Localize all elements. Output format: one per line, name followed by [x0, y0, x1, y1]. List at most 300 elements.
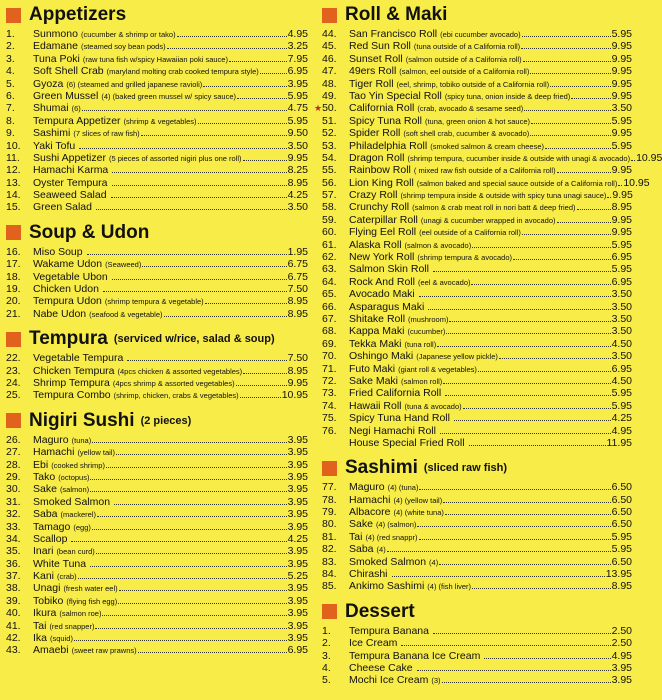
item-number-text: 52. [322, 127, 337, 140]
menu-item [6, 558, 308, 570]
item-number [6, 644, 33, 656]
dot-leader [443, 495, 610, 503]
item-price: 8.25 [287, 164, 308, 177]
item-number [322, 40, 349, 52]
item-price: 2.50 [611, 624, 632, 637]
dot-leader [114, 497, 287, 505]
dot-leader [439, 557, 610, 565]
item-description: (4) (yellow tail) [393, 495, 443, 505]
item-number-text: 61. [322, 238, 337, 251]
dot-leader [531, 116, 611, 124]
dot-leader [524, 103, 610, 111]
menu-item [6, 459, 308, 471]
item-description: (yellow tail) [77, 448, 115, 458]
menu-item [6, 508, 308, 520]
item-number [322, 375, 349, 387]
item-price: 6.95 [287, 65, 308, 78]
item-number [6, 28, 33, 40]
dot-leader [445, 388, 610, 396]
item-number-text: 66. [322, 300, 337, 313]
item-number-text: 69. [322, 337, 337, 350]
item-description: (egg) [73, 522, 91, 532]
item-number [322, 53, 349, 65]
dot-leader [521, 41, 610, 49]
item-description: (salmon roll) [401, 376, 443, 386]
menu-item [322, 325, 632, 337]
item-name: Avocado Maki [349, 288, 415, 301]
item-name: Hamachi [349, 493, 391, 506]
item-price: 6.50 [611, 481, 632, 494]
item-number [322, 400, 349, 412]
item-number-text: 45. [322, 40, 337, 53]
item-name: Rainbow Roll [349, 164, 411, 177]
item-number-text: 32. [6, 508, 21, 521]
item-number-text: 15. [6, 201, 21, 214]
item-price: 9.95 [611, 164, 632, 177]
dot-leader [472, 581, 611, 589]
item-number-text: 75. [322, 412, 337, 425]
menu-item [6, 90, 308, 102]
item-number-text: 4. [322, 661, 331, 674]
section-title: Soup & Udon [29, 221, 150, 243]
item-number [6, 558, 33, 570]
item-price: 5.95 [611, 263, 632, 276]
item-price: 9.95 [611, 127, 632, 140]
item-description: (4) (tuna) [387, 483, 419, 493]
dot-leader [577, 202, 611, 210]
menu-item [6, 446, 308, 458]
dot-leader [177, 29, 287, 37]
dot-leader [102, 608, 286, 616]
item-number [6, 545, 33, 557]
item-price: 9.95 [611, 226, 632, 239]
item-name: Yaki Tofu [33, 139, 76, 152]
item-description: (steamed soy bean pods) [80, 42, 166, 52]
item-description: (shrimp tempura, cucumber inside & outside with unagi & avocado) [407, 153, 631, 163]
item-description: (eel, shrimp, tobiko outside of a California roll) [396, 79, 550, 89]
item-name: Alaska Roll [349, 238, 402, 251]
menu-item [6, 607, 308, 619]
item-name: Sunset Roll [349, 52, 403, 65]
item-price: 5.95 [611, 28, 632, 40]
section-subtitle: (sliced raw fish) [423, 462, 508, 475]
item-description: (shrimp & vegetables) [123, 116, 197, 126]
menu-column-left [6, 0, 308, 663]
item-name: Gyoza [33, 77, 64, 90]
item-name: Rock And Roll [349, 275, 415, 288]
dot-leader [607, 190, 611, 198]
item-name: Sake Maki [349, 374, 399, 387]
item-name: Philadelphia Roll [349, 139, 428, 152]
item-number-text: 33. [6, 520, 21, 533]
menu-item [322, 531, 632, 543]
item-price: 5.95 [611, 387, 632, 400]
item-description: (tuna) [71, 435, 92, 445]
item-description: (tuna outside of a California roll) [413, 42, 521, 52]
item-number [6, 595, 33, 607]
menu-item [322, 481, 632, 493]
item-description: (tuna roll) [404, 339, 437, 349]
dot-leader [522, 29, 611, 37]
item-number-text: 82. [322, 543, 337, 556]
dot-leader [97, 509, 287, 517]
item-description: (4) (red snappr) [365, 532, 418, 542]
item-number [322, 338, 349, 350]
item-number [6, 620, 33, 632]
dot-leader [236, 378, 287, 386]
item-number-text: 2. [322, 637, 331, 650]
item-number-text: 24. [6, 376, 21, 389]
dot-leader [463, 401, 611, 409]
menu-item [322, 164, 632, 176]
item-description: (4) (baked green mussel w/ spicy sauce) [101, 91, 236, 101]
item-description: (soft shell crab, cucumber & avocado) [403, 129, 530, 139]
item-number [6, 90, 33, 102]
item-price: 9.95 [611, 89, 632, 102]
item-number [322, 387, 349, 399]
menu-item [322, 288, 632, 300]
item-price: 3.50 [287, 139, 308, 152]
item-number [322, 674, 349, 686]
dot-leader [112, 165, 286, 173]
item-number-text: 37. [6, 570, 21, 583]
item-number-text: 14. [6, 189, 21, 202]
item-number [6, 521, 33, 533]
orange-square-icon [6, 413, 21, 428]
menu-item [6, 389, 308, 401]
item-price: 5.95 [611, 399, 632, 412]
menu-item [6, 65, 308, 77]
item-number [6, 389, 33, 401]
dot-leader [87, 247, 287, 255]
item-name: California Roll [349, 102, 415, 115]
menu-item [6, 78, 308, 90]
item-price: 5.95 [287, 114, 308, 127]
item-description: (salmon roe) [59, 609, 102, 619]
dot-leader [203, 79, 286, 87]
menu-item [6, 483, 308, 495]
dot-leader [433, 264, 611, 272]
dot-leader [243, 366, 286, 374]
item-number [322, 580, 349, 592]
item-description: (salmon & avocado) [404, 240, 472, 250]
item-price: 8.95 [287, 364, 308, 377]
item-description: (sweet raw prawns) [71, 646, 137, 656]
item-number-text: 83. [322, 555, 337, 568]
menu-item [322, 127, 632, 139]
item-number [6, 582, 33, 594]
section-header [6, 220, 308, 246]
section-title: Nigiri Sushi [29, 409, 135, 431]
section-dessert [322, 599, 632, 687]
item-price: 7.95 [287, 52, 308, 65]
dot-leader [445, 507, 611, 515]
section-title: Roll & Maki [345, 4, 448, 25]
item-name: Hawaii Roll [349, 399, 402, 412]
item-description: (4) (white tuna) [393, 508, 444, 518]
item-name: Tamago [33, 520, 71, 533]
dot-leader [138, 645, 287, 653]
item-price: 3.95 [287, 632, 308, 645]
item-price: 3.95 [287, 495, 308, 508]
menu-item [322, 251, 632, 263]
menu-item [322, 65, 632, 77]
item-description: (7 slices of raw fish) [73, 129, 140, 139]
dot-leader [530, 128, 610, 136]
item-name: Crunchy Roll [349, 201, 410, 214]
item-number-text: 56. [322, 176, 337, 189]
menu-item [322, 625, 632, 637]
item-number-text: 53. [322, 139, 337, 152]
menu-item [6, 377, 308, 389]
item-description: (6) [71, 104, 81, 114]
menu-item [6, 40, 308, 52]
item-name: Sake [349, 518, 373, 531]
item-number-text: 63. [322, 263, 337, 276]
item-name: Flying Eel Roll [349, 226, 417, 239]
item-name: Tiger Roll [349, 77, 394, 90]
menu-item [6, 570, 308, 582]
item-number-text: 60. [322, 226, 337, 239]
item-description: (Seaweed) [105, 260, 142, 270]
item-name: Spicy Tuna Roll [349, 114, 422, 127]
item-name: Tempura Appetizer [33, 114, 121, 127]
item-number [6, 533, 33, 545]
menu-item [314, 102, 632, 115]
item-price: 4.95 [287, 28, 308, 40]
item-description: (mackerel) [60, 510, 96, 520]
dot-leader [112, 178, 287, 186]
item-number [322, 90, 349, 102]
item-description: (cucumber & shrimp or tako) [80, 30, 176, 39]
dot-leader [74, 633, 287, 641]
item-price: 3.50 [611, 288, 632, 301]
item-price: 4.50 [611, 374, 632, 387]
item-price: 8.95 [287, 307, 308, 320]
item-number [322, 506, 349, 518]
item-number [314, 102, 349, 115]
item-number [322, 189, 349, 201]
item-number-text: 25. [6, 389, 21, 402]
item-name: Tempura Udon [33, 295, 102, 308]
dot-leader [240, 390, 281, 398]
item-description: (shrimp tempura & vegetable) [104, 297, 204, 307]
item-price: 6.75 [287, 270, 308, 283]
dot-leader [513, 252, 611, 260]
menu-item [322, 580, 632, 592]
item-description: (mushroom) [408, 314, 449, 324]
dot-leader [260, 66, 287, 74]
item-number [322, 313, 349, 325]
dot-leader [90, 559, 286, 567]
item-price: 6.95 [611, 275, 632, 288]
dot-leader [229, 54, 287, 62]
menu-item [6, 582, 308, 594]
section-sashimi [322, 455, 632, 593]
item-number [6, 352, 33, 364]
menu-item [322, 226, 632, 238]
item-number [6, 308, 33, 320]
item-number [6, 53, 33, 65]
item-name: Hamachi [33, 446, 75, 459]
dot-leader [545, 141, 611, 149]
orange-square-icon [6, 225, 21, 240]
section-roll-and-maki [314, 2, 662, 449]
item-description: (salmon & crab meat roll in nori batt & deep fried) [412, 203, 576, 213]
item-number-text: 31. [6, 495, 21, 508]
section-header [6, 326, 308, 352]
menu-item [322, 313, 632, 325]
menu-item [322, 151, 662, 164]
item-description: (spicy tuna, onion inside & deep fried) [444, 91, 571, 101]
menu-item [322, 650, 632, 662]
item-price: 3.95 [287, 458, 308, 471]
item-number-text: 72. [322, 374, 337, 387]
item-number-text: 26. [6, 433, 21, 446]
dot-leader [449, 314, 610, 322]
item-name: Maguro [33, 433, 69, 446]
menu-item [322, 662, 632, 674]
item-number-text: 5. [322, 674, 331, 687]
item-name: Salmon Skin Roll [349, 263, 429, 276]
item-number [322, 412, 349, 424]
menu-item [6, 152, 308, 164]
item-number-text: 43. [6, 644, 21, 657]
item-name: Kappa Maki [349, 325, 405, 338]
item-price: 7.50 [287, 283, 308, 296]
item-number-text: 41. [6, 619, 21, 632]
item-number-text: 1. [6, 28, 15, 40]
item-name: Spider Roll [349, 127, 401, 140]
item-price: 8.95 [611, 201, 632, 214]
menu-item [6, 620, 308, 632]
item-name: Ika [33, 632, 48, 645]
item-price: 6.95 [611, 251, 632, 264]
item-number [6, 632, 33, 644]
item-number-text: 29. [6, 470, 21, 483]
menu-item [322, 201, 632, 213]
item-number [6, 152, 33, 164]
section-header [6, 2, 308, 28]
item-number [6, 471, 33, 483]
item-description: (4pcs chicken & assorted vegetables) [117, 366, 243, 376]
item-description: (4) [429, 557, 439, 567]
menu-item [6, 295, 308, 307]
item-name: Vegetable Ubon [33, 270, 108, 283]
item-description: (crab) [57, 572, 77, 582]
dot-leader [119, 583, 287, 591]
item-number [6, 508, 33, 520]
item-name: Nabe Udon [33, 307, 87, 320]
item-number [322, 28, 349, 40]
menu-item [6, 365, 308, 377]
orange-square-icon [322, 8, 337, 23]
item-number [6, 607, 33, 619]
item-price: 3.25 [287, 40, 308, 53]
item-price: 3.95 [611, 674, 632, 687]
dot-leader [417, 519, 610, 527]
item-number-text: 51. [322, 114, 337, 127]
item-name: Smoked Salmon [349, 555, 427, 568]
item-price: 3.50 [611, 300, 632, 313]
item-number-text: 76. [322, 424, 337, 437]
menu-item [322, 437, 632, 449]
section-soup-and-udon [6, 220, 308, 320]
item-name: Crazy Roll [349, 189, 398, 202]
item-description: (4) (fish liver) [427, 582, 472, 592]
dot-leader [96, 546, 287, 554]
item-number [6, 164, 33, 176]
item-number-text: 49. [322, 89, 337, 102]
section-header [322, 2, 632, 28]
item-name: Hamachi Karma [33, 164, 109, 177]
item-number-text: 50. [322, 102, 337, 115]
item-number [6, 258, 33, 270]
item-number-text: 9. [6, 127, 15, 140]
dot-leader [454, 413, 611, 421]
item-name: Saba [33, 508, 58, 521]
menu-item [6, 201, 308, 213]
item-price: 3.95 [287, 77, 308, 90]
section-header [322, 599, 632, 625]
dot-leader [472, 240, 610, 248]
menu-item [322, 494, 632, 506]
item-number-text: 68. [322, 325, 337, 338]
item-number-text: 18. [6, 270, 21, 283]
item-number [6, 271, 33, 283]
item-number [6, 377, 33, 389]
item-number-text: 55. [322, 164, 337, 177]
item-name: Red Sun Roll [349, 40, 411, 53]
item-name: Cheese Cake [349, 661, 413, 674]
item-number-text: 38. [6, 582, 21, 595]
item-description: (maryland molting crab cooked tempura style) [106, 67, 259, 77]
item-number [6, 446, 33, 458]
item-number [6, 365, 33, 377]
item-number [322, 177, 349, 189]
dot-leader [82, 103, 287, 111]
item-price: 10.95 [623, 176, 650, 189]
dot-leader [417, 663, 611, 671]
item-name: Ikura [33, 607, 57, 620]
item-number-text: 57. [322, 189, 337, 202]
orange-square-icon [6, 8, 21, 23]
item-price: 9.95 [611, 52, 632, 65]
item-description: (salmon outside of a California roll) [405, 54, 522, 64]
item-price: 11.95 [606, 436, 632, 449]
item-price: 3.95 [287, 594, 308, 607]
item-price: 6.50 [611, 493, 632, 506]
menu-column-right [314, 0, 662, 693]
item-number [322, 637, 349, 649]
item-number-text: 3. [6, 52, 15, 65]
item-number-text: 40. [6, 607, 21, 620]
item-number [6, 65, 33, 77]
menu-item [6, 102, 308, 114]
item-description: (shrimp, chicken, crabs & vegetables) [113, 391, 239, 401]
item-name: Negi Hamachi Roll [349, 424, 436, 437]
menu-item [6, 471, 308, 483]
item-description: (3) [431, 676, 441, 686]
item-number-text: 3. [322, 649, 331, 662]
item-number-text: 8. [6, 114, 15, 127]
item-description: (ebi cucumber avocado) [440, 30, 521, 39]
item-name: Unagi [33, 582, 61, 595]
item-description: (salmon) [59, 485, 90, 495]
item-number [322, 251, 349, 263]
item-number [6, 434, 33, 446]
item-number-text: 17. [6, 258, 21, 271]
